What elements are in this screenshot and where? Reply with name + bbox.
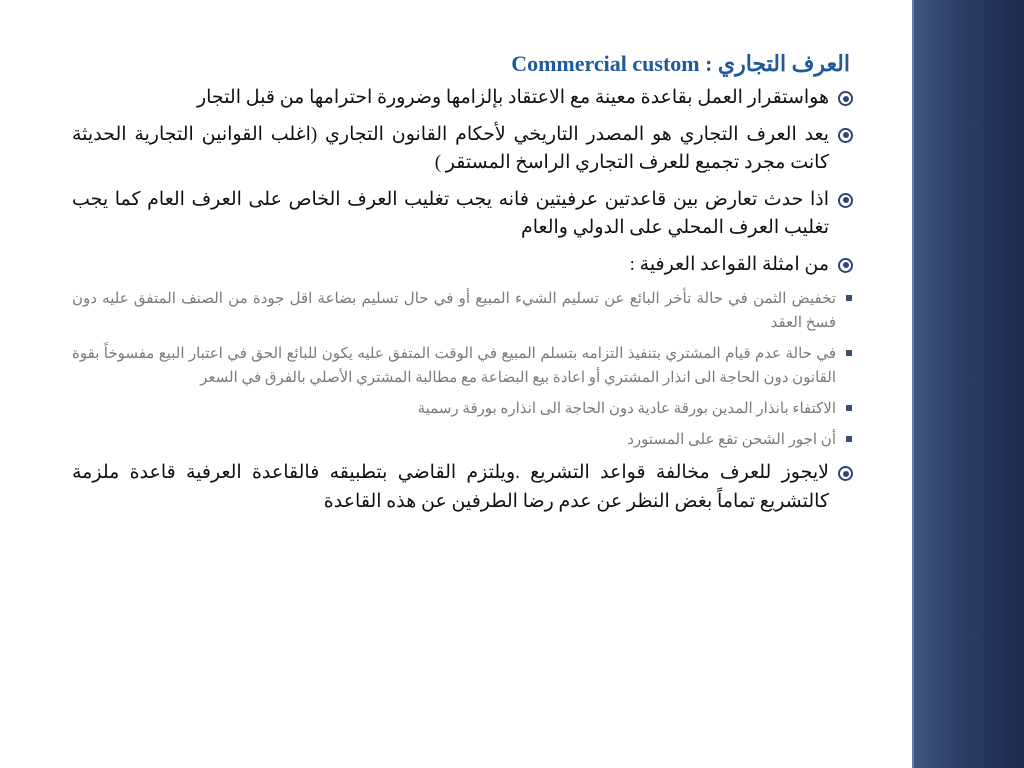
square-bullet-icon bbox=[846, 295, 852, 301]
slide-content bbox=[72, 52, 854, 524]
square-bullet-icon bbox=[846, 405, 852, 411]
bullet-text: لايجوز للعرف مخالفة قواعد التشريع .ويلتزم القاضي بتطبيقه فالقاعدة العرفية قاعدة ملزمة كالتشريع تماماً بغض النظر عن عدم رضا الطرفين عن هذه القاعدة bbox=[72, 462, 829, 512]
sub-bullet-item-2 bbox=[72, 342, 854, 390]
ring-dot-bullet-icon bbox=[837, 127, 854, 144]
square-bullet-icon bbox=[846, 350, 852, 356]
title-arabic: العرف التجاري bbox=[717, 51, 850, 76]
main-bullet-list bbox=[72, 84, 854, 516]
slide-title bbox=[72, 52, 850, 76]
bullet-item-2 bbox=[72, 121, 854, 178]
right-side-bar bbox=[912, 0, 1024, 768]
title-separator: : bbox=[699, 51, 718, 76]
sub-bullet-text: في حالة عدم قيام المشتري بتنفيذ التزامه بتسلم المبيع في الوقت المتفق عليه يكون للبائع الحق في اعتبار البيع مفسوخاً بقوة القانون دون الحاجة الى انذار المشتري أو اعادة بيع البضاعة مع مطالبة المشتري الأصلي بالفرق في السعر bbox=[72, 346, 836, 387]
side-bar-divider bbox=[912, 0, 914, 768]
bullet-text: يعد العرف التجاري هو المصدر التاريخي لأحكام القانون التجاري (اغلب القوانين التجارية الحديثة كانت مجرد تجميع للعرف التجاري الراسخ المستقر ) bbox=[72, 123, 829, 174]
bullet-item-3 bbox=[72, 186, 854, 243]
title-english: Commercial custom bbox=[511, 51, 700, 76]
bullet-text: من امثلة القواعد العرفية : bbox=[629, 253, 829, 275]
ring-dot-bullet-icon bbox=[837, 465, 854, 482]
ring-dot-bullet-icon bbox=[837, 90, 854, 107]
square-bullet-icon bbox=[846, 436, 852, 442]
sub-bullet-text: الاكتفاء بانذار المدين بورقة عادية دون الحاجة الى انذاره بورقة رسمية bbox=[417, 401, 836, 418]
sub-bullet-text: تخفيض الثمن في حالة تأخر البائع عن تسليم الشيء المبيع أو في حال تسليم بضاعة اقل جودة من الصنف المتفق عليه دون فسخ العقد bbox=[72, 291, 836, 332]
bullet-text: هواستقرار العمل بقاعدة معينة مع الاعتقاد بإلزامها وضرورة احترامها من قبل التجار bbox=[196, 87, 829, 109]
ring-dot-bullet-icon bbox=[837, 192, 854, 209]
bullet-item-4 bbox=[72, 251, 854, 280]
sub-bullet-list bbox=[72, 287, 854, 452]
bullet-text: اذا حدث تعارض بين قاعدتين عرفيتين فانه يجب تغليب العرف الخاص على العرف العام كما يجب تغليب العرف المحلي على الدولي والعام bbox=[72, 188, 829, 239]
bullet-item-1 bbox=[72, 84, 854, 113]
sub-bullet-text: أن اجور الشحن تقع على المستورد bbox=[627, 432, 836, 449]
bullet-item-5 bbox=[72, 459, 854, 516]
sub-bullet-item-3 bbox=[72, 397, 854, 421]
ring-dot-bullet-icon bbox=[837, 257, 854, 274]
sub-bullet-item-4 bbox=[72, 428, 854, 452]
sub-bullet-item-1 bbox=[72, 287, 854, 335]
